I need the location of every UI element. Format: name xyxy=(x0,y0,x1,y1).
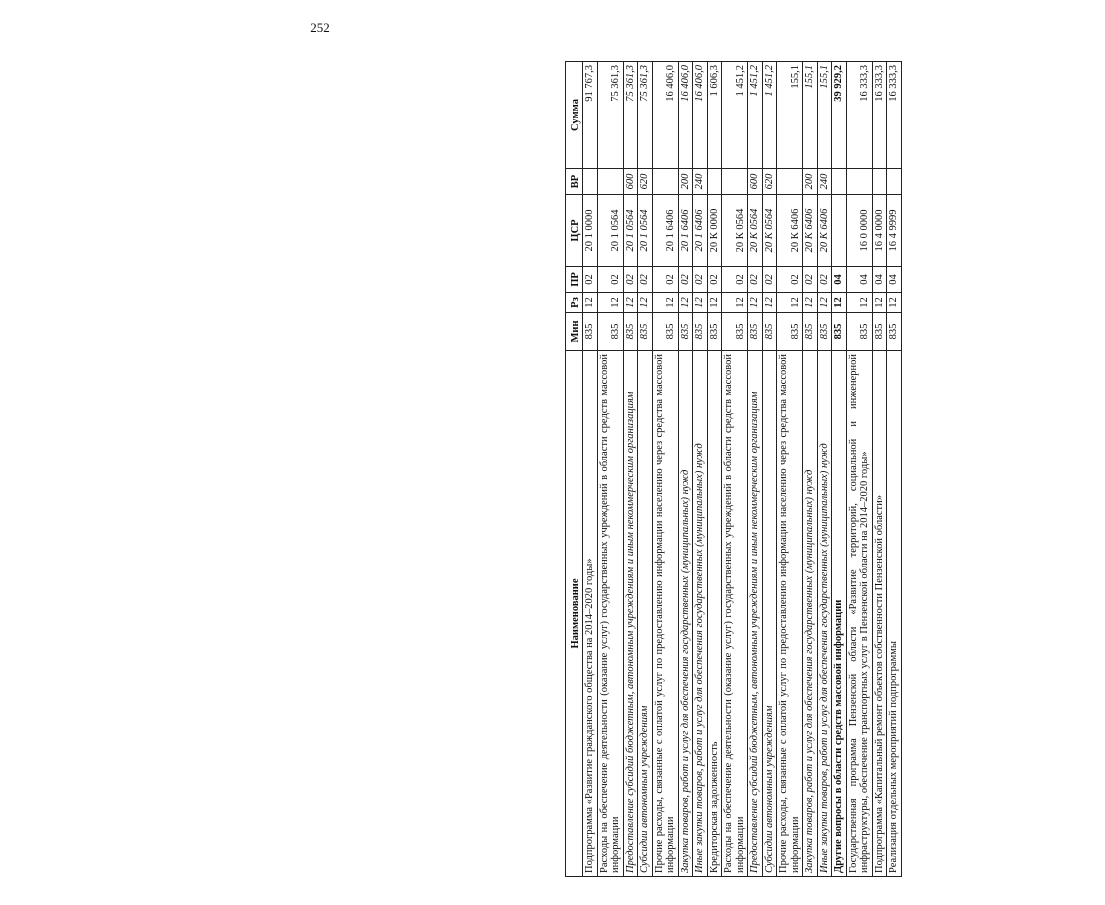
cell-rz: 12 xyxy=(846,293,872,313)
header-rz: Рз xyxy=(566,293,583,313)
cell-csr: 20 К 0000 xyxy=(707,195,722,267)
cell-rz: 12 xyxy=(693,293,708,313)
cell-min: 835 xyxy=(887,313,902,351)
cell-name: Закупка товаров, работ и услуг для обеспечения государственных (муниципальных) нужд xyxy=(803,351,818,877)
cell-sum: 16 406,0 xyxy=(678,62,693,169)
table-row xyxy=(678,62,693,877)
cell-sum: 155,1 xyxy=(803,62,818,169)
cell-min: 835 xyxy=(693,313,708,351)
cell-vr: 620 xyxy=(638,169,653,195)
cell-min: 835 xyxy=(707,313,722,351)
cell-sum: 39 929,2 xyxy=(832,62,847,169)
cell-csr: 20 1 0564 xyxy=(597,195,623,267)
table-row xyxy=(832,62,847,877)
header-name: Наименование xyxy=(566,351,583,877)
budget-table xyxy=(565,61,902,877)
header-pr: ПР xyxy=(566,267,583,293)
page-number: 252 xyxy=(310,20,330,35)
cell-pr: 02 xyxy=(597,267,623,293)
cell-name: Иные закупки товаров, работ и услуг для обеспечения государственных (муниципальных) нужд xyxy=(817,351,832,877)
cell-min: 835 xyxy=(638,313,653,351)
cell-min: 835 xyxy=(777,313,803,351)
cell-csr: 20 1 0564 xyxy=(623,195,638,267)
table-row xyxy=(638,62,653,877)
cell-csr: 20 1 6406 xyxy=(678,195,693,267)
cell-min: 835 xyxy=(748,313,763,351)
cell-vr xyxy=(832,169,847,195)
cell-csr: 20 К 0564 xyxy=(762,195,777,267)
header-csr: ЦСР xyxy=(566,195,583,267)
cell-sum: 1 451,2 xyxy=(762,62,777,169)
cell-rz: 12 xyxy=(722,293,748,313)
table-row xyxy=(693,62,708,877)
cell-vr: 600 xyxy=(748,169,763,195)
cell-rz: 12 xyxy=(762,293,777,313)
cell-pr: 02 xyxy=(707,267,722,293)
table-row xyxy=(748,62,763,877)
cell-csr: 16 4 9999 xyxy=(887,195,902,267)
table-header-row xyxy=(566,62,583,877)
cell-vr xyxy=(872,169,887,195)
cell-vr xyxy=(597,169,623,195)
table-row xyxy=(777,62,803,877)
cell-name: Субсидии автономным учреждениям xyxy=(762,351,777,877)
cell-vr xyxy=(777,169,803,195)
table-row xyxy=(846,62,872,877)
cell-min: 835 xyxy=(623,313,638,351)
cell-sum: 1 451,2 xyxy=(722,62,748,169)
cell-pr: 04 xyxy=(872,267,887,293)
cell-vr xyxy=(722,169,748,195)
cell-name: Субсидии автономным учреждениям xyxy=(638,351,653,877)
table-row xyxy=(623,62,638,877)
cell-rz: 12 xyxy=(707,293,722,313)
cell-rz: 12 xyxy=(817,293,832,313)
cell-pr: 02 xyxy=(583,267,598,293)
cell-sum: 75 361,3 xyxy=(638,62,653,169)
cell-min: 835 xyxy=(722,313,748,351)
cell-pr: 02 xyxy=(722,267,748,293)
cell-sum: 155,1 xyxy=(777,62,803,169)
cell-min: 835 xyxy=(803,313,818,351)
table-row xyxy=(872,62,887,877)
cell-min: 835 xyxy=(832,313,847,351)
cell-pr: 02 xyxy=(652,267,678,293)
cell-csr: 20 1 6406 xyxy=(652,195,678,267)
cell-sum: 16 333,3 xyxy=(872,62,887,169)
cell-vr: 240 xyxy=(817,169,832,195)
cell-rz: 12 xyxy=(638,293,653,313)
cell-rz: 12 xyxy=(803,293,818,313)
cell-rz: 12 xyxy=(678,293,693,313)
cell-pr: 02 xyxy=(623,267,638,293)
cell-min: 835 xyxy=(762,313,777,351)
cell-min: 835 xyxy=(817,313,832,351)
cell-rz: 12 xyxy=(748,293,763,313)
header-sum: Сумма xyxy=(566,62,583,169)
cell-pr: 02 xyxy=(638,267,653,293)
cell-sum: 75 361,3 xyxy=(597,62,623,169)
cell-csr: 16 0 0000 xyxy=(846,195,872,267)
cell-pr: 04 xyxy=(887,267,902,293)
cell-name: Закупка товаров, работ и услуг для обеспечения государственных (муниципальных) нужд xyxy=(678,351,693,877)
cell-name: Предоставление субсидий бюджетным, автономным учреждениям и иным некоммерческим организациям xyxy=(623,351,638,877)
cell-csr: 16 4 0000 xyxy=(872,195,887,267)
cell-rz: 12 xyxy=(887,293,902,313)
cell-pr: 02 xyxy=(817,267,832,293)
cell-rz: 12 xyxy=(872,293,887,313)
cell-pr: 04 xyxy=(846,267,872,293)
cell-sum: 1 606,3 xyxy=(707,62,722,169)
cell-pr: 04 xyxy=(832,267,847,293)
cell-vr: 620 xyxy=(762,169,777,195)
cell-vr xyxy=(707,169,722,195)
cell-min: 835 xyxy=(678,313,693,351)
cell-csr: 20 К 6406 xyxy=(817,195,832,267)
cell-sum: 1 451,2 xyxy=(748,62,763,169)
table-row xyxy=(652,62,678,877)
cell-name: Иные закупки товаров, работ и услуг для обеспечения государственных (муниципальных) нужд xyxy=(693,351,708,877)
table-row xyxy=(722,62,748,877)
cell-min: 835 xyxy=(872,313,887,351)
cell-vr xyxy=(846,169,872,195)
cell-name: Реализация отдельных мероприятий подпрограммы xyxy=(887,351,902,877)
cell-csr: 20 К 6406 xyxy=(803,195,818,267)
table-row xyxy=(887,62,902,877)
cell-csr: 20 К 0564 xyxy=(748,195,763,267)
cell-name: Расходы на обеспечение деятельности (оказание услуг) государственных учреждений в области средств массовой информации xyxy=(722,351,748,877)
cell-vr: 200 xyxy=(678,169,693,195)
cell-pr: 02 xyxy=(762,267,777,293)
cell-vr xyxy=(652,169,678,195)
table-row xyxy=(583,62,598,877)
cell-name: Подпрограмма «Капитальный ремонт объектов собственности Пензенской области» xyxy=(872,351,887,877)
cell-vr xyxy=(583,169,598,195)
cell-csr: 20 1 0000 xyxy=(583,195,598,267)
cell-name: Подпрограмма «Развитие гражданского общества на 2014–2020 годы» xyxy=(583,351,598,877)
cell-min: 835 xyxy=(652,313,678,351)
cell-csr: 20 К 0564 xyxy=(722,195,748,267)
cell-min: 835 xyxy=(597,313,623,351)
cell-name: Предоставление субсидий бюджетным, автономным учреждениям и иным некоммерческим организациям xyxy=(748,351,763,877)
cell-sum: 155,1 xyxy=(817,62,832,169)
cell-min: 835 xyxy=(846,313,872,351)
table-row xyxy=(803,62,818,877)
cell-rz: 12 xyxy=(652,293,678,313)
cell-sum: 75 361,3 xyxy=(623,62,638,169)
cell-vr: 200 xyxy=(803,169,818,195)
cell-sum: 16 333,3 xyxy=(887,62,902,169)
cell-sum: 16 406,0 xyxy=(652,62,678,169)
header-vr: ВР xyxy=(566,169,583,195)
cell-vr: 600 xyxy=(623,169,638,195)
cell-sum: 91 767,3 xyxy=(583,62,598,169)
table-row xyxy=(762,62,777,877)
cell-name: Кредиторская задолженность xyxy=(707,351,722,877)
cell-name: Прочие расходы, связанные с оплатой услуг по предоставлению информации населению через средства массовой информации xyxy=(777,351,803,877)
cell-pr: 02 xyxy=(777,267,803,293)
cell-csr: 20 К 6406 xyxy=(777,195,803,267)
cell-csr: 20 1 6406 xyxy=(693,195,708,267)
cell-pr: 02 xyxy=(803,267,818,293)
rotated-table-container xyxy=(565,62,1105,877)
cell-rz: 12 xyxy=(623,293,638,313)
cell-name: Прочие расходы, связанные с оплатой услуг по предоставлению информации населению через средства массовой информации xyxy=(652,351,678,877)
cell-pr: 02 xyxy=(678,267,693,293)
cell-sum: 16 333,3 xyxy=(846,62,872,169)
cell-min: 835 xyxy=(583,313,598,351)
cell-name: Государственная программа Пензенской области «Развитие территорий, социальной и инженерной инфраструктуры, обеспечение транспортных услуг в Пензенской области на 2014–2020 годы» xyxy=(846,351,872,877)
cell-rz: 12 xyxy=(777,293,803,313)
table-row xyxy=(817,62,832,877)
table-row xyxy=(597,62,623,877)
table-row xyxy=(707,62,722,877)
cell-csr xyxy=(832,195,847,267)
cell-rz: 12 xyxy=(583,293,598,313)
cell-csr: 20 1 0564 xyxy=(638,195,653,267)
cell-rz: 12 xyxy=(832,293,847,313)
cell-vr: 240 xyxy=(693,169,708,195)
cell-name: Расходы на обеспечение деятельности (оказание услуг) государственных учреждений в области средств массовой информации xyxy=(597,351,623,877)
cell-pr: 02 xyxy=(693,267,708,293)
cell-vr xyxy=(887,169,902,195)
cell-name: Другие вопросы в области средств массовой информации xyxy=(832,351,847,877)
cell-rz: 12 xyxy=(597,293,623,313)
cell-sum: 16 406,0 xyxy=(693,62,708,169)
cell-pr: 02 xyxy=(748,267,763,293)
header-min: Мин xyxy=(566,313,583,351)
